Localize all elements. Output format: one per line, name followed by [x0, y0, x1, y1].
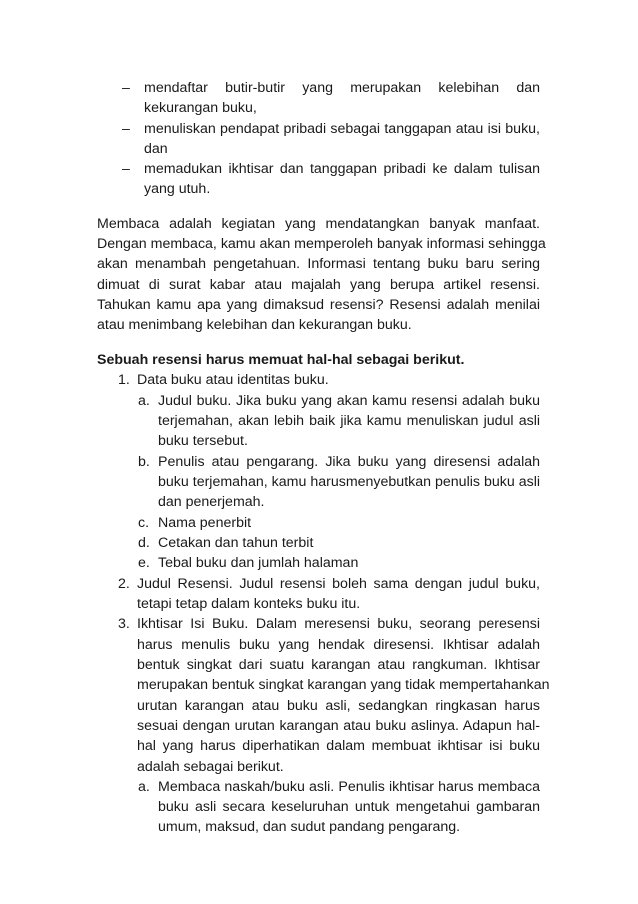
- dash-marker: –: [122, 161, 130, 177]
- dash-item-1-line-2: kekurangan buku,: [144, 100, 257, 116]
- dash-item-2-line-2: dan: [144, 141, 168, 157]
- item-1-line-1: Data buku atau identitas buku.: [137, 372, 329, 388]
- intro-line-1: Membaca adalah kegiatan yang mendatangkan banyak manfaat.: [97, 216, 540, 232]
- sub-letter-3a: a.: [138, 779, 150, 795]
- sub-letter-1b: b.: [138, 454, 150, 470]
- intro-line-6: atau menimbang kelebihan dan kekurangan buku.: [97, 317, 412, 333]
- item-1b-line-2: buku terjemahan, kamu harusmenyebutkan penulis buku asli: [158, 474, 540, 490]
- item-3-line-4: merupakan bentuk singkat karangan yang tidak mempertahankan: [137, 677, 550, 693]
- item-3-line-7: hal yang harus diperhatikan dalam membuat ikhtisar isi buku: [137, 738, 540, 754]
- item-3-line-8: adalah sebagai berikut.: [137, 759, 284, 775]
- item-3a-line-1: Membaca naskah/buku asli. Penulis ikhtisar harus membaca: [158, 779, 540, 795]
- item-3-line-3: bentuk singkat dari suatu karangan atau rangkuman. Ikhtisar: [137, 657, 540, 673]
- dash-item-1-line-1: mendaftar butir-butir yang merupakan kelebihan dan: [144, 80, 540, 96]
- list-number-3: 3.: [118, 616, 130, 632]
- item-1c-line-1: Nama penerbit: [158, 515, 252, 531]
- item-1a-line-2: terjemahan, akan lebih baik jika kamu menuliskan judul asli: [158, 413, 540, 429]
- item-1a-line-3: buku tersebut.: [158, 433, 248, 449]
- intro-line-3: akan menambah pengetahuan. Informasi tentang buku baru sering: [97, 256, 540, 272]
- dash-item-2-line-1: menuliskan pendapat pribadi sebagai tanggapan atau isi buku,: [144, 121, 540, 137]
- item-3-line-2: harus menulis buku yang hendak diresensi. Ikhtisar adalah: [137, 637, 540, 653]
- intro-line-4: dimuat di surat kabar atau majalah yang berupa artikel resensi.: [97, 277, 540, 293]
- item-3a-line-2: buku asli secara keseluruhan untuk mengetahui gambaran: [158, 799, 540, 815]
- item-1d-line-1: Cetakan dan tahun terbit: [158, 535, 314, 551]
- section-heading: Sebuah resensi harus memuat hal-hal sebagai berikut.: [97, 352, 465, 368]
- sub-letter-1a: a.: [138, 393, 150, 409]
- dash-marker: –: [122, 80, 130, 96]
- item-1b-line-3: dan penerjemah.: [158, 494, 265, 510]
- list-number-1: 1.: [118, 372, 130, 388]
- intro-line-2: Dengan membaca, kamu akan memperoleh banyak informasi sehingga: [97, 236, 546, 252]
- item-3-line-1: Ikhtisar Isi Buku. Dalam meresensi buku, seorang peresensi: [137, 616, 540, 632]
- item-2-line-2: tetapi tetap dalam konteks buku itu.: [137, 596, 361, 612]
- list-number-2: 2.: [118, 576, 130, 592]
- item-1b-line-1: Penulis atau pengarang. Jika buku yang diresensi adalah: [158, 454, 540, 470]
- dash-marker: –: [122, 121, 130, 137]
- item-3a-line-3: umum, maksud, dan sudut pandang pengarang.: [158, 819, 461, 835]
- item-2-line-1: Judul Resensi. Judul resensi boleh sama dengan judul buku,: [137, 576, 540, 592]
- intro-line-5: Tahukan kamu apa yang dimaksud resensi? Resensi adalah menilai: [97, 297, 540, 313]
- sub-letter-1e: e.: [138, 555, 150, 571]
- sub-letter-1d: d.: [138, 535, 150, 551]
- item-1e-line-1: Tebal buku dan jumlah halaman: [158, 555, 359, 571]
- item-3-line-5: urutan karangan atau buku asli, sedangkan ringkasan harus: [137, 698, 540, 714]
- item-1a-line-1: Judul buku. Jika buku yang akan kamu resensi adalah buku: [158, 393, 540, 409]
- item-3-line-6: sesuai dengan urutan karangan atau buku aslinya. Adapun hal-: [137, 718, 540, 734]
- dash-item-3-line-1: memadukan ikhtisar dan tanggapan pribadi ke dalam tulisan: [144, 161, 540, 177]
- dash-item-3-line-2: yang utuh.: [144, 181, 211, 197]
- sub-letter-1c: c.: [138, 515, 150, 531]
